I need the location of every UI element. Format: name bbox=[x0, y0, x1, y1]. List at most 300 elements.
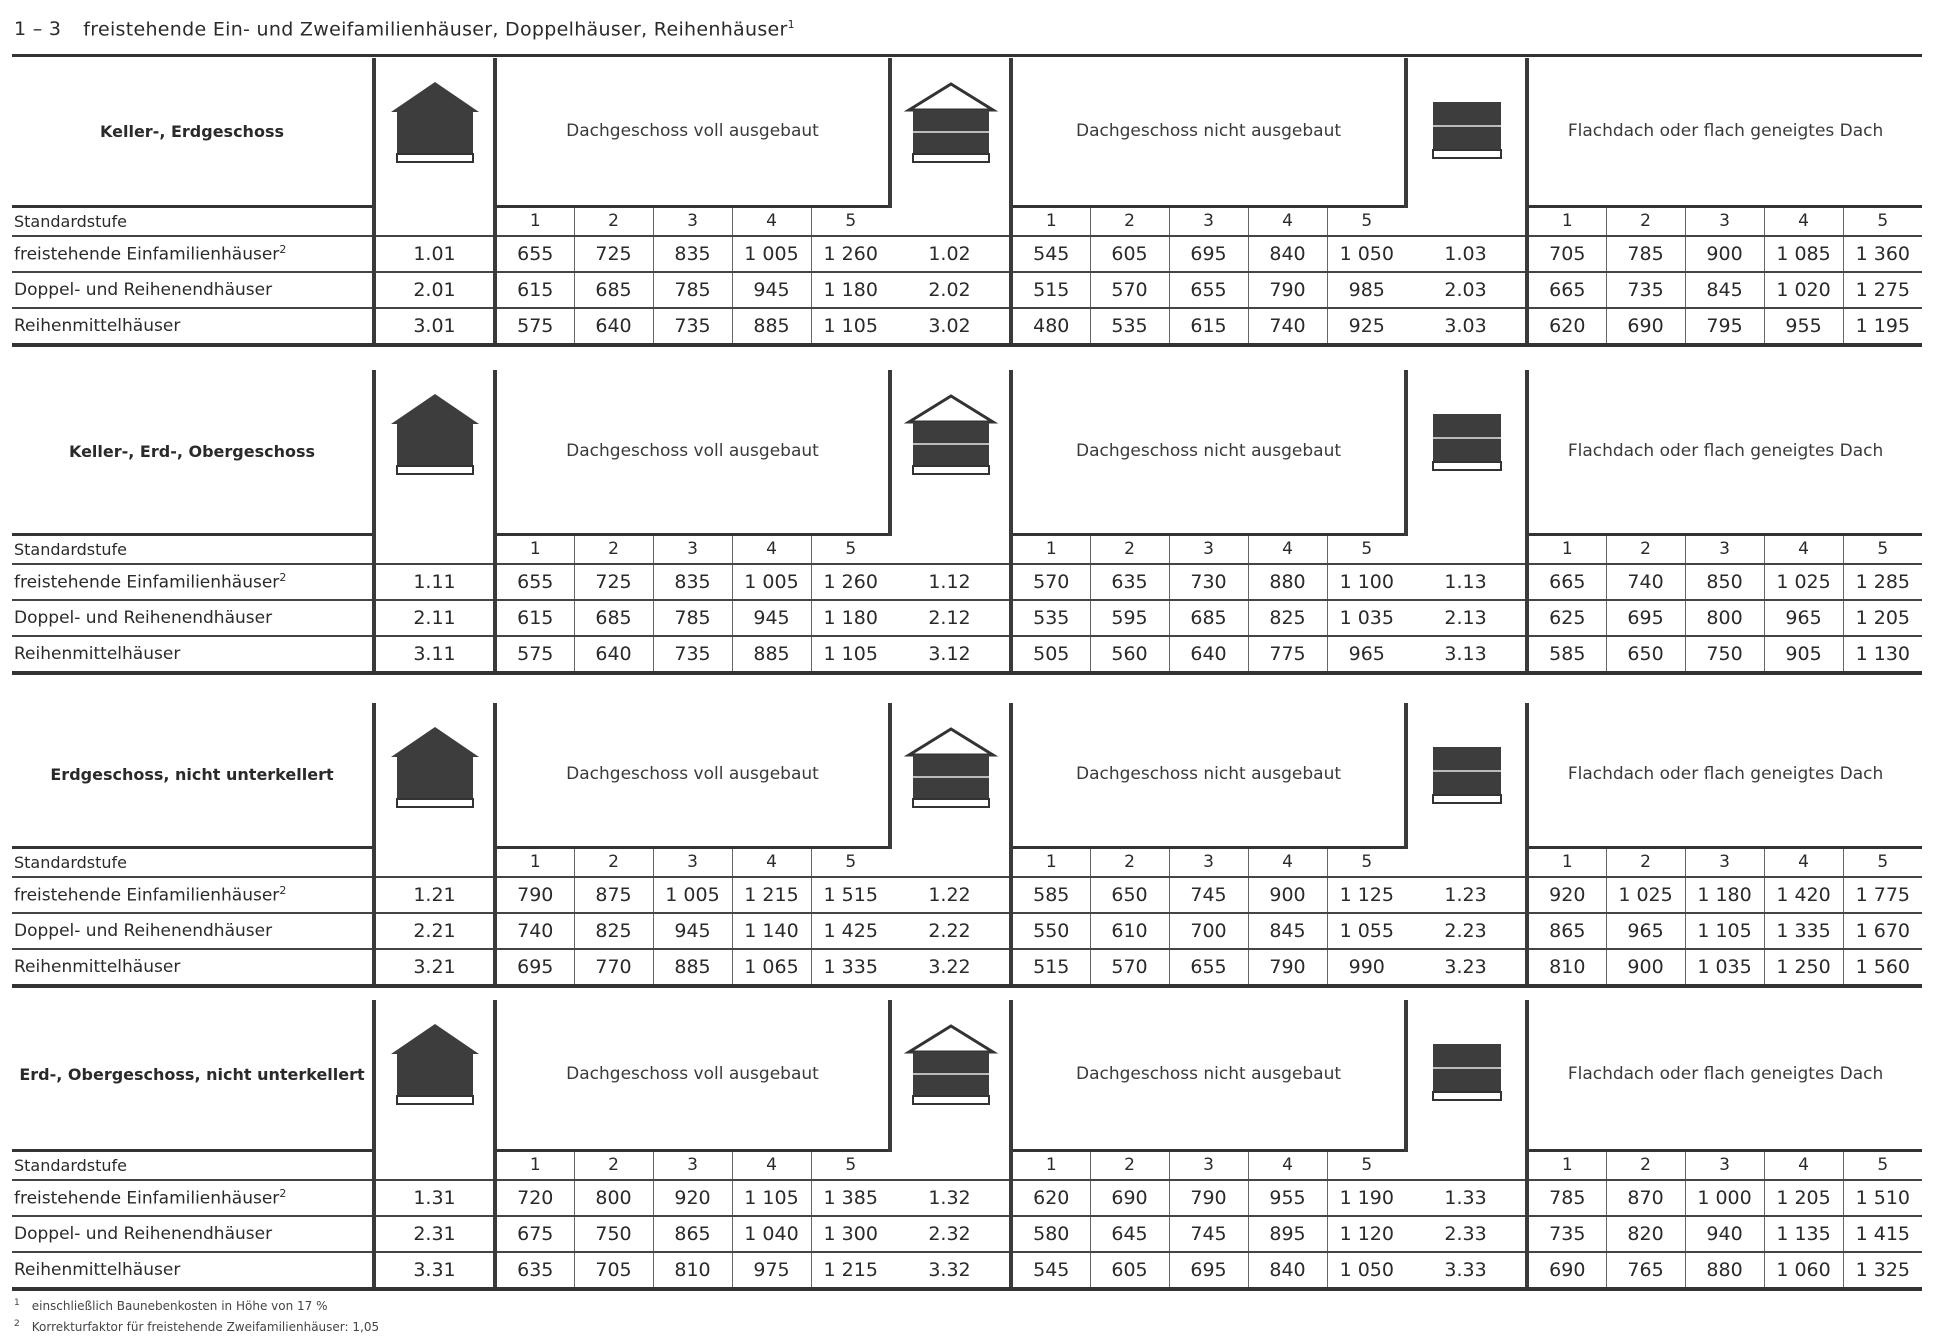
table-title bbox=[14, 18, 795, 40]
type-code: 3.11 bbox=[374, 636, 495, 673]
standard-level-4: 4 bbox=[1248, 1150, 1327, 1180]
house-icon-cell bbox=[890, 58, 1011, 236]
house-type-text: Reihenmittelhäuser bbox=[14, 315, 181, 336]
cost-value: 865 bbox=[1527, 913, 1606, 949]
cost-value: 825 bbox=[574, 913, 653, 949]
house-type-label bbox=[12, 272, 374, 308]
house-icon-cell bbox=[890, 1000, 1011, 1180]
standard-level-3: 3 bbox=[1169, 1150, 1248, 1180]
cost-value: 1 195 bbox=[1843, 308, 1922, 345]
cost-value: 1 300 bbox=[811, 1216, 890, 1252]
standard-level-2: 2 bbox=[574, 206, 653, 236]
table-number: 1 – 3 bbox=[14, 18, 62, 41]
cost-value: 750 bbox=[574, 1216, 653, 1252]
table-row bbox=[12, 1252, 1922, 1289]
cost-value: 1 190 bbox=[1327, 1180, 1406, 1216]
cost-value: 615 bbox=[495, 272, 574, 308]
cost-value: 870 bbox=[1606, 1180, 1685, 1216]
cost-table-block bbox=[12, 703, 1922, 988]
cost-value: 955 bbox=[1248, 1180, 1327, 1216]
cost-value: 675 bbox=[495, 1216, 574, 1252]
cost-value: 1 415 bbox=[1843, 1216, 1922, 1252]
standard-level-4: 4 bbox=[732, 206, 811, 236]
cost-value: 945 bbox=[732, 272, 811, 308]
cost-value: 1 560 bbox=[1843, 949, 1922, 986]
cost-value: 900 bbox=[1606, 949, 1685, 986]
house-type-label bbox=[12, 600, 374, 636]
cost-value: 1 025 bbox=[1764, 564, 1843, 600]
cost-value: 505 bbox=[1011, 636, 1090, 673]
footnote-text: Korrekturfaktor für freistehende Zweifamilienhäuser: 1,05 bbox=[31, 1320, 380, 1334]
house-type-text: Doppel- und Reihenendhäuser bbox=[14, 920, 273, 941]
cost-value: 920 bbox=[1527, 877, 1606, 913]
cost-value: 575 bbox=[495, 308, 574, 345]
cost-value: 1 420 bbox=[1764, 877, 1843, 913]
standard-level-1: 1 bbox=[1011, 534, 1090, 564]
cost-value: 480 bbox=[1011, 308, 1090, 345]
cost-value: 570 bbox=[1090, 949, 1169, 986]
cost-value: 1 105 bbox=[811, 636, 890, 673]
cost-value: 1 000 bbox=[1685, 1180, 1764, 1216]
table-row bbox=[12, 236, 1922, 272]
cost-value: 690 bbox=[1606, 308, 1685, 345]
column-header-flach: Flachdach oder flach geneigtes Dach bbox=[1567, 1064, 1884, 1085]
cost-value: 1 100 bbox=[1327, 564, 1406, 600]
cost-value: 925 bbox=[1327, 308, 1406, 345]
cost-value: 620 bbox=[1527, 308, 1606, 345]
cost-value: 690 bbox=[1527, 1252, 1606, 1289]
cost-value: 1 005 bbox=[732, 236, 811, 272]
column-header-nicht: Dachgeschoss nicht ausgebaut bbox=[1011, 703, 1406, 847]
standard-level-3: 3 bbox=[1685, 206, 1764, 236]
cost-value: 1 025 bbox=[1606, 877, 1685, 913]
standard-level-1: 1 bbox=[495, 847, 574, 877]
type-code: 3.02 bbox=[890, 308, 1011, 345]
table-row bbox=[12, 600, 1922, 636]
column-header-nicht: Dachgeschoss nicht ausgebaut bbox=[1011, 58, 1406, 206]
footnote-mark: 2 bbox=[14, 1319, 20, 1329]
cost-value: 1 425 bbox=[811, 913, 890, 949]
title-footnote-mark: 1 bbox=[787, 18, 795, 31]
cost-value: 945 bbox=[732, 600, 811, 636]
type-code: 1.32 bbox=[890, 1180, 1011, 1216]
cost-value: 685 bbox=[574, 600, 653, 636]
cost-value: 1 035 bbox=[1327, 600, 1406, 636]
house-attic-open-icon bbox=[903, 390, 999, 476]
standard-level-3: 3 bbox=[1685, 534, 1764, 564]
standard-level-1: 1 bbox=[495, 534, 574, 564]
cost-value: 575 bbox=[495, 636, 574, 673]
cost-value: 1 385 bbox=[811, 1180, 890, 1216]
cost-value: 785 bbox=[653, 272, 732, 308]
standard-level-1: 1 bbox=[495, 1150, 574, 1180]
cost-value: 985 bbox=[1327, 272, 1406, 308]
standard-level-3: 3 bbox=[1169, 847, 1248, 877]
house-icon-cell bbox=[1406, 58, 1527, 236]
house-type-label bbox=[12, 877, 374, 913]
cost-value: 810 bbox=[1527, 949, 1606, 986]
standard-level-1: 1 bbox=[1527, 847, 1606, 877]
cost-value: 585 bbox=[1011, 877, 1090, 913]
table-row bbox=[12, 1180, 1922, 1216]
cost-value: 880 bbox=[1685, 1252, 1764, 1289]
type-code: 2.12 bbox=[890, 600, 1011, 636]
cost-value: 640 bbox=[574, 308, 653, 345]
standard-level-4: 4 bbox=[732, 534, 811, 564]
cost-value: 945 bbox=[653, 913, 732, 949]
house-flat-roof-icon bbox=[1419, 723, 1515, 809]
footnotes bbox=[14, 1294, 379, 1336]
type-code: 3.23 bbox=[1406, 949, 1527, 986]
house-attic-full-icon bbox=[387, 78, 483, 164]
cost-value: 1 180 bbox=[811, 600, 890, 636]
cost-value: 790 bbox=[1169, 1180, 1248, 1216]
type-code: 3.21 bbox=[374, 949, 495, 986]
standard-level-2: 2 bbox=[574, 1150, 653, 1180]
cost-value: 645 bbox=[1090, 1216, 1169, 1252]
type-code: 3.31 bbox=[374, 1252, 495, 1289]
type-code: 3.22 bbox=[890, 949, 1011, 986]
cost-value: 515 bbox=[1011, 272, 1090, 308]
cost-value: 1 020 bbox=[1764, 272, 1843, 308]
cost-value: 790 bbox=[495, 877, 574, 913]
cost-value: 640 bbox=[574, 636, 653, 673]
standard-level-5: 5 bbox=[811, 1150, 890, 1180]
standard-level-3: 3 bbox=[1169, 534, 1248, 564]
block-header-row bbox=[12, 1000, 1922, 1150]
house-type-text: freistehende Einfamilienhäuser bbox=[14, 572, 280, 593]
type-code: 1.22 bbox=[890, 877, 1011, 913]
house-type-label bbox=[12, 1180, 374, 1216]
footnote-mark: 1 bbox=[14, 1298, 20, 1308]
standard-level-5: 5 bbox=[1843, 534, 1922, 564]
cost-value: 820 bbox=[1606, 1216, 1685, 1252]
cost-value: 800 bbox=[574, 1180, 653, 1216]
cost-value: 1 060 bbox=[1764, 1252, 1843, 1289]
cost-value: 865 bbox=[653, 1216, 732, 1252]
column-header-flach: Flachdach oder flach geneigtes Dach bbox=[1567, 441, 1884, 462]
standard-level-4: 4 bbox=[1764, 534, 1843, 564]
standard-level-2: 2 bbox=[1090, 534, 1169, 564]
cost-value: 835 bbox=[653, 564, 732, 600]
type-code: 3.03 bbox=[1406, 308, 1527, 345]
type-code: 2.13 bbox=[1406, 600, 1527, 636]
cost-value: 665 bbox=[1527, 564, 1606, 600]
cost-value: 875 bbox=[574, 877, 653, 913]
cost-value: 695 bbox=[1606, 600, 1685, 636]
house-type-label bbox=[12, 1216, 374, 1252]
cost-value: 635 bbox=[495, 1252, 574, 1289]
type-code: 2.33 bbox=[1406, 1216, 1527, 1252]
cost-value: 885 bbox=[732, 636, 811, 673]
type-code: 1.31 bbox=[374, 1180, 495, 1216]
house-icon-cell bbox=[374, 703, 495, 877]
cost-value: 690 bbox=[1090, 1180, 1169, 1216]
cost-value: 835 bbox=[653, 236, 732, 272]
type-code: 2.01 bbox=[374, 272, 495, 308]
cost-value: 1 205 bbox=[1764, 1180, 1843, 1216]
cost-value: 640 bbox=[1169, 636, 1248, 673]
house-type-label bbox=[12, 236, 374, 272]
cost-value: 1 205 bbox=[1843, 600, 1922, 636]
standard-level-4: 4 bbox=[1764, 1150, 1843, 1180]
standard-level-4: 4 bbox=[1248, 847, 1327, 877]
type-code: 3.32 bbox=[890, 1252, 1011, 1289]
type-code: 2.21 bbox=[374, 913, 495, 949]
house-flat-roof-icon bbox=[1419, 78, 1515, 164]
cost-value: 685 bbox=[1169, 600, 1248, 636]
cost-value: 705 bbox=[574, 1252, 653, 1289]
cost-value: 735 bbox=[1606, 272, 1685, 308]
cost-value: 610 bbox=[1090, 913, 1169, 949]
cost-value: 1 105 bbox=[732, 1180, 811, 1216]
cost-value: 625 bbox=[1527, 600, 1606, 636]
cost-value: 1 135 bbox=[1764, 1216, 1843, 1252]
cost-table-block bbox=[12, 370, 1922, 675]
cost-value: 825 bbox=[1248, 600, 1327, 636]
house-type-label bbox=[12, 308, 374, 345]
cost-value: 1 250 bbox=[1764, 949, 1843, 986]
cost-value: 845 bbox=[1248, 913, 1327, 949]
house-type-label bbox=[12, 564, 374, 600]
standard-level-3: 3 bbox=[1169, 206, 1248, 236]
standard-level-1: 1 bbox=[495, 206, 574, 236]
cost-value: 545 bbox=[1011, 236, 1090, 272]
standard-level-1: 1 bbox=[1011, 1150, 1090, 1180]
standard-level-5: 5 bbox=[1327, 206, 1406, 236]
table-row bbox=[12, 913, 1922, 949]
type-code: 3.13 bbox=[1406, 636, 1527, 673]
cost-value: 770 bbox=[574, 949, 653, 986]
cost-value: 905 bbox=[1764, 636, 1843, 673]
house-type-text: Doppel- und Reihenendhäuser bbox=[14, 279, 273, 300]
cost-value: 1 180 bbox=[811, 272, 890, 308]
type-code: 1.21 bbox=[374, 877, 495, 913]
cost-value: 635 bbox=[1090, 564, 1169, 600]
cost-value: 790 bbox=[1248, 949, 1327, 986]
standard-level-2: 2 bbox=[574, 534, 653, 564]
house-attic-open-icon bbox=[903, 78, 999, 164]
cost-value: 570 bbox=[1011, 564, 1090, 600]
cost-value: 885 bbox=[732, 308, 811, 345]
cost-value: 900 bbox=[1685, 236, 1764, 272]
standard-level-5: 5 bbox=[1843, 847, 1922, 877]
floor-label: Keller-, Erd-, Obergeschoss bbox=[12, 370, 374, 534]
cost-value: 740 bbox=[1606, 564, 1685, 600]
cost-value: 545 bbox=[1011, 1252, 1090, 1289]
cost-value: 725 bbox=[574, 564, 653, 600]
type-code: 1.12 bbox=[890, 564, 1011, 600]
house-attic-full-icon bbox=[387, 723, 483, 809]
cost-value: 765 bbox=[1606, 1252, 1685, 1289]
house-icon-cell bbox=[890, 370, 1011, 564]
cost-value: 615 bbox=[495, 600, 574, 636]
cost-value: 1 120 bbox=[1327, 1216, 1406, 1252]
footnote-text: einschließlich Baunebenkosten in Höhe von 17 % bbox=[31, 1299, 328, 1313]
cost-value: 745 bbox=[1169, 877, 1248, 913]
cost-value: 1 005 bbox=[732, 564, 811, 600]
house-type-text: freistehende Einfamilienhäuser bbox=[14, 1188, 280, 1209]
cost-value: 580 bbox=[1011, 1216, 1090, 1252]
footnote-mark: 2 bbox=[279, 1186, 287, 1200]
cost-value: 515 bbox=[1011, 949, 1090, 986]
cost-value: 885 bbox=[653, 949, 732, 986]
footnote bbox=[14, 1294, 379, 1315]
type-code: 3.33 bbox=[1406, 1252, 1527, 1289]
cost-value: 740 bbox=[1248, 308, 1327, 345]
house-type-label bbox=[12, 949, 374, 986]
block-header-row bbox=[12, 703, 1922, 847]
cost-value: 880 bbox=[1248, 564, 1327, 600]
cost-value: 605 bbox=[1090, 236, 1169, 272]
type-code: 1.23 bbox=[1406, 877, 1527, 913]
cost-value: 735 bbox=[653, 636, 732, 673]
house-type-label bbox=[12, 913, 374, 949]
cost-table-block bbox=[12, 1000, 1922, 1291]
table-title-text: freistehende Ein- und Zweifamilienhäuser, Doppelhäuser, Reihenhäuser bbox=[83, 18, 788, 41]
column-header-nicht: Dachgeschoss nicht ausgebaut bbox=[1011, 1000, 1406, 1150]
cost-value: 1 065 bbox=[732, 949, 811, 986]
footnote-mark: 2 bbox=[279, 242, 287, 256]
cost-value: 655 bbox=[1169, 949, 1248, 986]
type-code: 1.02 bbox=[890, 236, 1011, 272]
cost-value: 900 bbox=[1248, 877, 1327, 913]
cost-value: 1 335 bbox=[811, 949, 890, 986]
type-code: 2.03 bbox=[1406, 272, 1527, 308]
house-icon-cell bbox=[374, 58, 495, 236]
footnote bbox=[14, 1315, 379, 1336]
house-type-text: Reihenmittelhäuser bbox=[14, 956, 181, 977]
column-header-flach: Flachdach oder flach geneigtes Dach bbox=[1567, 764, 1884, 785]
cost-value: 615 bbox=[1169, 308, 1248, 345]
cost-value: 975 bbox=[732, 1252, 811, 1289]
cost-value: 695 bbox=[1169, 236, 1248, 272]
house-type-label bbox=[12, 1252, 374, 1289]
house-icon-cell bbox=[374, 370, 495, 564]
standard-level-5: 5 bbox=[1843, 206, 1922, 236]
table-row bbox=[12, 877, 1922, 913]
house-icon-cell bbox=[1406, 370, 1527, 564]
column-header-voll: Dachgeschoss voll ausgebaut bbox=[495, 58, 890, 206]
cost-value: 1 140 bbox=[732, 913, 811, 949]
house-type-text: Reihenmittelhäuser bbox=[14, 643, 181, 664]
footnote-mark: 2 bbox=[279, 883, 287, 897]
standard-level-4: 4 bbox=[1764, 847, 1843, 877]
table-row bbox=[12, 272, 1922, 308]
cost-value: 1 180 bbox=[1685, 877, 1764, 913]
cost-value: 1 670 bbox=[1843, 913, 1922, 949]
cost-value: 1 055 bbox=[1327, 913, 1406, 949]
house-attic-full-icon bbox=[387, 390, 483, 476]
cost-value: 535 bbox=[1011, 600, 1090, 636]
block-header-row bbox=[12, 370, 1922, 534]
cost-value: 965 bbox=[1764, 600, 1843, 636]
cost-value: 740 bbox=[495, 913, 574, 949]
type-code: 2.31 bbox=[374, 1216, 495, 1252]
cost-value: 685 bbox=[574, 272, 653, 308]
table-row bbox=[12, 308, 1922, 345]
cost-value: 655 bbox=[1169, 272, 1248, 308]
type-code: 1.01 bbox=[374, 236, 495, 272]
floor-label: Erdgeschoss, nicht unterkellert bbox=[12, 703, 374, 847]
cost-value: 1 050 bbox=[1327, 236, 1406, 272]
standard-level-5: 5 bbox=[811, 534, 890, 564]
cost-value: 730 bbox=[1169, 564, 1248, 600]
type-code: 2.02 bbox=[890, 272, 1011, 308]
house-attic-full-icon bbox=[387, 1020, 483, 1106]
cost-value: 560 bbox=[1090, 636, 1169, 673]
standard-level-label: Standardstufe bbox=[12, 206, 374, 236]
standard-level-2: 2 bbox=[1606, 847, 1685, 877]
standard-level-2: 2 bbox=[1090, 1150, 1169, 1180]
house-type-label bbox=[12, 636, 374, 673]
standard-level-2: 2 bbox=[1090, 206, 1169, 236]
standard-level-label: Standardstufe bbox=[12, 1150, 374, 1180]
column-header-nicht: Dachgeschoss nicht ausgebaut bbox=[1011, 370, 1406, 534]
floor-label: Erd-, Obergeschoss, nicht unterkellert bbox=[12, 1000, 374, 1150]
cost-value: 1 130 bbox=[1843, 636, 1922, 673]
table-row bbox=[12, 636, 1922, 673]
standard-level-2: 2 bbox=[1606, 534, 1685, 564]
standard-level-1: 1 bbox=[1011, 206, 1090, 236]
cost-value: 810 bbox=[653, 1252, 732, 1289]
cost-value: 1 285 bbox=[1843, 564, 1922, 600]
cost-value: 1 005 bbox=[653, 877, 732, 913]
house-icon-cell bbox=[890, 703, 1011, 877]
cost-value: 785 bbox=[653, 600, 732, 636]
cost-value: 1 105 bbox=[811, 308, 890, 345]
title-rule bbox=[12, 54, 1922, 57]
standard-level-5: 5 bbox=[1327, 1150, 1406, 1180]
table-row bbox=[12, 564, 1922, 600]
standard-level-2: 2 bbox=[1606, 206, 1685, 236]
house-type-text: freistehende Einfamilienhäuser bbox=[14, 244, 280, 265]
cost-value: 1 260 bbox=[811, 236, 890, 272]
house-attic-open-icon bbox=[903, 1020, 999, 1106]
standard-level-3: 3 bbox=[653, 1150, 732, 1180]
cost-value: 840 bbox=[1248, 1252, 1327, 1289]
cost-value: 895 bbox=[1248, 1216, 1327, 1252]
standard-level-5: 5 bbox=[811, 206, 890, 236]
type-code: 1.11 bbox=[374, 564, 495, 600]
cost-value: 800 bbox=[1685, 600, 1764, 636]
cost-value: 650 bbox=[1606, 636, 1685, 673]
house-icon-cell bbox=[374, 1000, 495, 1180]
cost-value: 720 bbox=[495, 1180, 574, 1216]
cost-value: 1 275 bbox=[1843, 272, 1922, 308]
house-icon-cell bbox=[1406, 703, 1527, 877]
cost-value: 1 360 bbox=[1843, 236, 1922, 272]
type-code: 1.33 bbox=[1406, 1180, 1527, 1216]
column-header-voll: Dachgeschoss voll ausgebaut bbox=[495, 703, 890, 847]
cost-value: 735 bbox=[653, 308, 732, 345]
standard-level-1: 1 bbox=[1527, 1150, 1606, 1180]
standard-level-3: 3 bbox=[653, 847, 732, 877]
cost-value: 745 bbox=[1169, 1216, 1248, 1252]
standard-level-3: 3 bbox=[653, 206, 732, 236]
type-code: 2.11 bbox=[374, 600, 495, 636]
house-type-text: Reihenmittelhäuser bbox=[14, 1259, 181, 1280]
house-type-text: freistehende Einfamilienhäuser bbox=[14, 885, 280, 906]
cost-value: 1 035 bbox=[1685, 949, 1764, 986]
house-flat-roof-icon bbox=[1419, 1020, 1515, 1106]
house-attic-open-icon bbox=[903, 723, 999, 809]
cost-value: 845 bbox=[1685, 272, 1764, 308]
cost-value: 695 bbox=[495, 949, 574, 986]
type-code: 1.03 bbox=[1406, 236, 1527, 272]
standard-level-4: 4 bbox=[1764, 206, 1843, 236]
type-code: 2.32 bbox=[890, 1216, 1011, 1252]
